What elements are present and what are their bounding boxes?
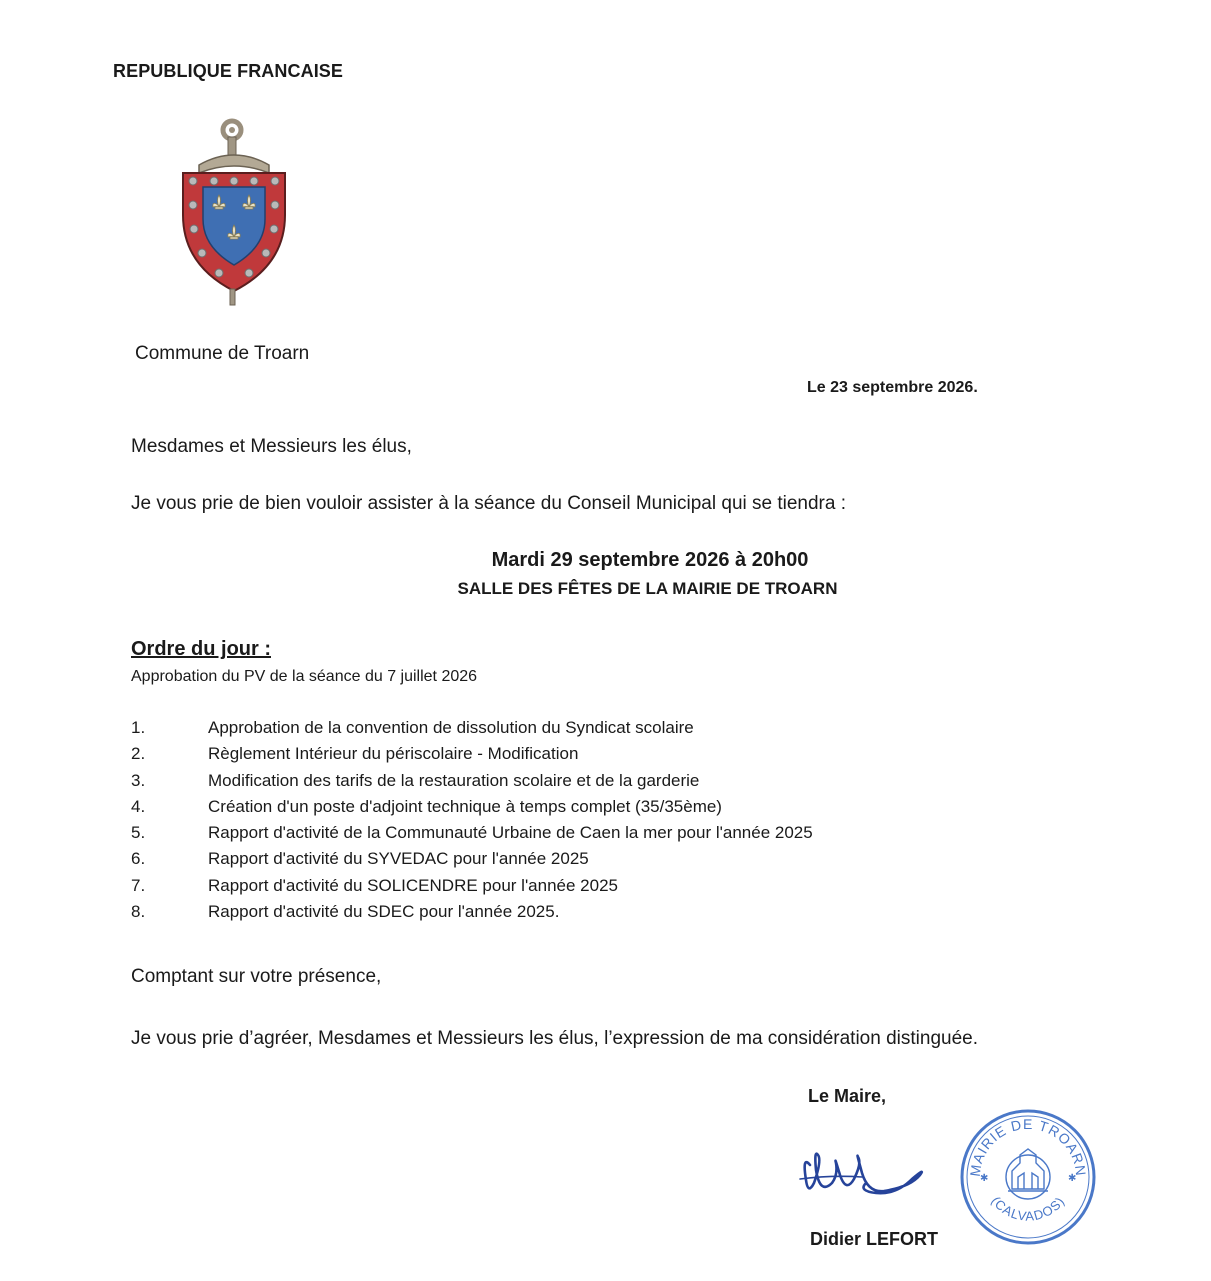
- agenda-item-text: Rapport d'activité du SYVEDAC pour l'année 2025: [208, 849, 589, 869]
- letter-date: Le 23 septembre 2026.: [807, 379, 978, 396]
- stamp-bottom-text: (CALVADOS): [988, 1193, 1068, 1224]
- closing-presence: Comptant sur votre présence,: [131, 966, 382, 987]
- svg-text:✱: ✱: [980, 1173, 989, 1184]
- agenda-item-text: Rapport d'activité de la Communauté Urbaine de Caen la mer pour l'année 2025: [208, 823, 813, 843]
- official-stamp: [958, 1107, 1098, 1247]
- meeting-date: Mardi 29 septembre 2026 à 20h00: [491, 549, 809, 571]
- agenda-item-text: Rapport d'activité du SDEC pour l'année 2025.: [208, 902, 560, 922]
- agenda-item-number: 7.: [131, 875, 146, 895]
- agenda-item-text: Rapport d'activité du SOLICENDRE pour l'année 2025: [208, 875, 619, 895]
- salutation: Mesdames et Messieurs les élus,: [131, 436, 412, 457]
- agenda-title: Ordre du jour :: [131, 638, 271, 660]
- signer-title: Le Maire,: [808, 1086, 887, 1106]
- agenda-item-text: Création d'un poste d'adjoint technique à temps complet (35/35ème): [208, 796, 722, 816]
- stamp-top-text: MAIRIE DE TROARN: [966, 1115, 1090, 1178]
- meeting-place: SALLE DES FÊTES DE LA MAIRIE DE TROARN: [457, 579, 838, 598]
- svg-text:✱: ✱: [1068, 1173, 1077, 1184]
- agenda-item-number: 8.: [131, 902, 146, 922]
- agenda-item-number: 6.: [131, 849, 146, 869]
- invitation-text: Je vous prie de bien vouloir assister à la séance du Conseil Municipal qui se tiendra :: [131, 493, 847, 514]
- commune-name: Commune de Troarn: [135, 343, 310, 364]
- agenda-item-number: 2.: [131, 744, 146, 764]
- agenda-item-text: Règlement Intérieur du périscolaire - Modification: [208, 744, 579, 764]
- closing-formula: Je vous prie d’agréer, Mesdames et Messieurs les élus, l’expression de ma considération distinguée.: [131, 1028, 978, 1049]
- agenda-item-number: 3.: [131, 770, 146, 790]
- coat-of-arms-logo: [177, 115, 292, 307]
- signer-name: Didier LEFORT: [810, 1229, 939, 1249]
- agenda-approval: Approbation du PV de la séance du 7 juillet 2026: [131, 668, 478, 685]
- agenda-item-text: Approbation de la convention de dissolution du Syndicat scolaire: [208, 718, 694, 737]
- handwritten-signature: [792, 1135, 942, 1215]
- agenda-item-text: Modification des tarifs de la restauration scolaire et de la garderie: [208, 770, 700, 790]
- republique-francaise-heading: REPUBLIQUE FRANCAISE: [113, 61, 344, 81]
- agenda-item-number: 4.: [131, 796, 146, 816]
- agenda-item-number: 1.: [131, 718, 146, 737]
- agenda-item-number: 5.: [131, 823, 146, 843]
